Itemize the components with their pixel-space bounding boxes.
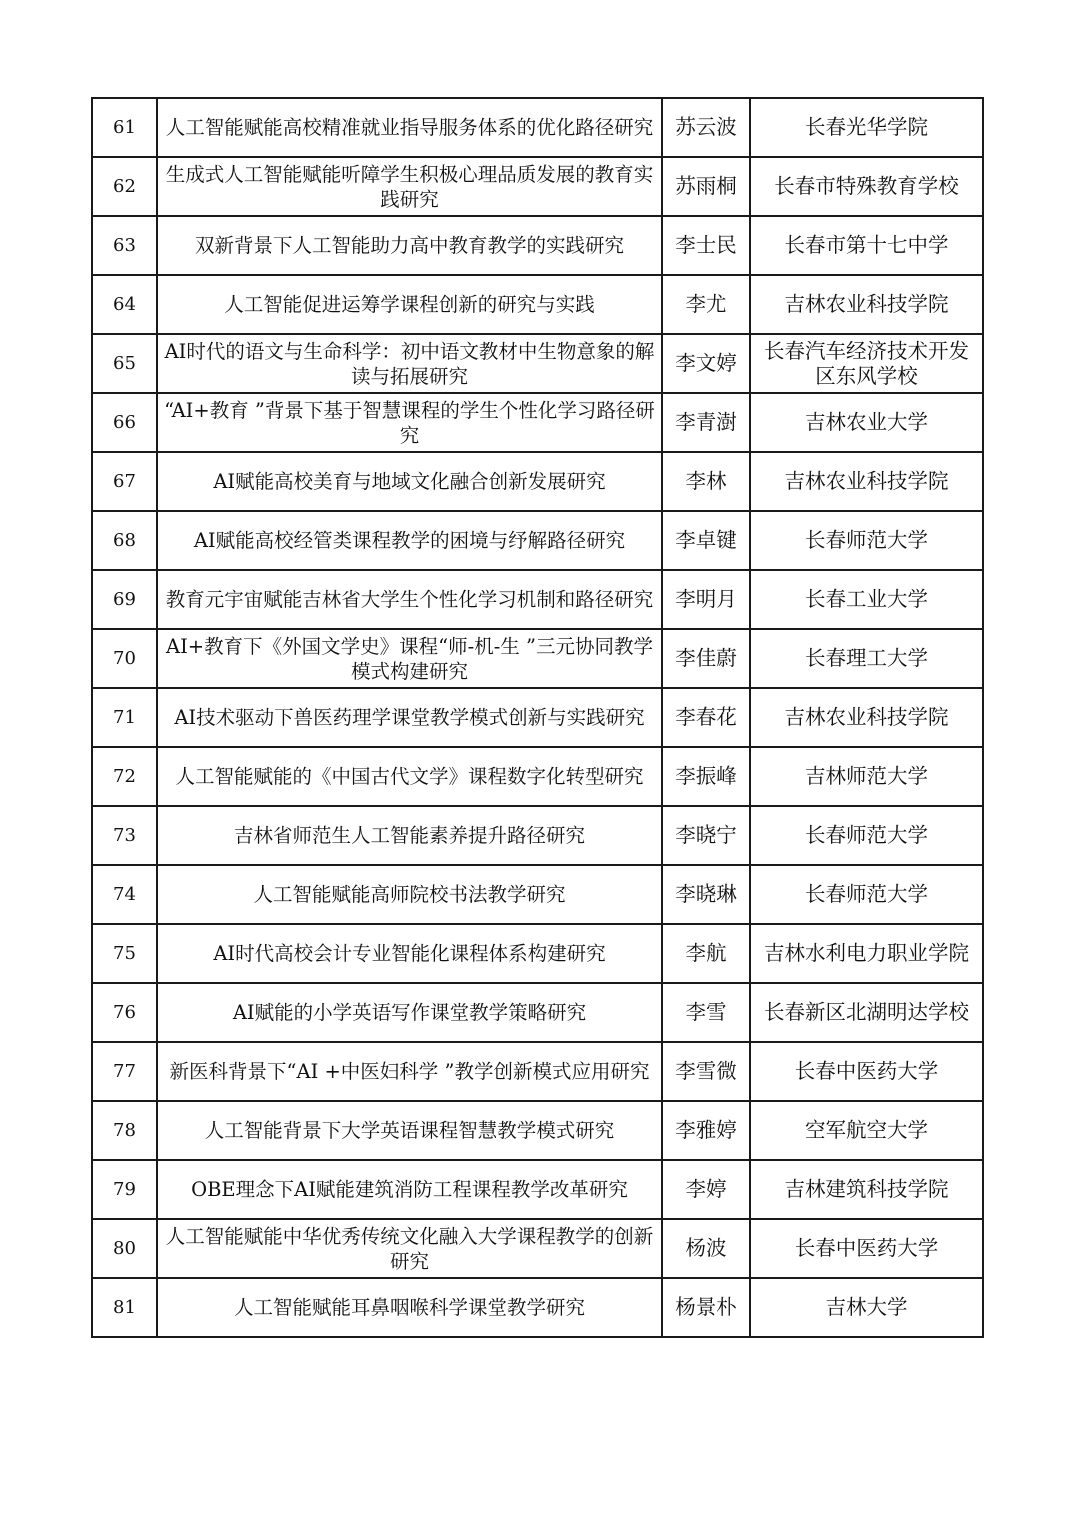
institution: 吉林农业大学 — [750, 393, 983, 452]
table-row — [92, 98, 983, 157]
project-leader: 杨波 — [662, 1219, 750, 1278]
institution: 吉林农业科技学院 — [750, 688, 983, 747]
project-title: AI赋能高校经管类课程教学的困境与纾解路径研究 — [157, 511, 662, 570]
table-row — [92, 1219, 983, 1278]
table-row — [92, 924, 983, 983]
institution: 长春市特殊教育学校 — [750, 157, 983, 216]
project-list-table — [91, 97, 984, 1338]
project-leader: 杨景朴 — [662, 1278, 750, 1337]
institution: 长春中医药大学 — [750, 1219, 983, 1278]
institution: 长春市第十七中学 — [750, 216, 983, 275]
row-number: 80 — [92, 1219, 157, 1278]
institution: 吉林农业科技学院 — [750, 275, 983, 334]
project-title: 人工智能赋能高师院校书法教学研究 — [157, 865, 662, 924]
institution: 吉林水利电力职业学院 — [750, 924, 983, 983]
row-number: 75 — [92, 924, 157, 983]
table-row — [92, 452, 983, 511]
institution: 长春工业大学 — [750, 570, 983, 629]
project-title: AI时代高校会计专业智能化课程体系构建研究 — [157, 924, 662, 983]
project-leader: 李卓键 — [662, 511, 750, 570]
institution: 吉林农业科技学院 — [750, 452, 983, 511]
project-title: 人工智能赋能耳鼻咽喉科学课堂教学研究 — [157, 1278, 662, 1337]
table-row — [92, 747, 983, 806]
project-leader: 李青澍 — [662, 393, 750, 452]
institution: 空军航空大学 — [750, 1101, 983, 1160]
row-number: 70 — [92, 629, 157, 688]
project-leader: 苏云波 — [662, 98, 750, 157]
project-title: AI赋能的小学英语写作课堂教学策略研究 — [157, 983, 662, 1042]
project-title: AI+教育下《外国文学史》课程“师-机-生 ”三元协同教学模式构建研究 — [157, 629, 662, 688]
project-leader: 李林 — [662, 452, 750, 511]
institution: 吉林建筑科技学院 — [750, 1160, 983, 1219]
row-number: 81 — [92, 1278, 157, 1337]
table-row — [92, 157, 983, 216]
project-leader: 李尤 — [662, 275, 750, 334]
project-leader: 李雪微 — [662, 1042, 750, 1101]
project-title: 吉林省师范生人工智能素养提升路径研究 — [157, 806, 662, 865]
project-title: 生成式人工智能赋能听障学生积极心理品质发展的教育实践研究 — [157, 157, 662, 216]
project-leader: 李航 — [662, 924, 750, 983]
project-leader: 李春花 — [662, 688, 750, 747]
institution: 长春中医药大学 — [750, 1042, 983, 1101]
project-title: 人工智能赋能的《中国古代文学》课程数字化转型研究 — [157, 747, 662, 806]
row-number: 79 — [92, 1160, 157, 1219]
project-title: 新医科背景下“AI +中医妇科学 ”教学创新模式应用研究 — [157, 1042, 662, 1101]
table-row — [92, 983, 983, 1042]
row-number: 78 — [92, 1101, 157, 1160]
project-title: 人工智能背景下大学英语课程智慧教学模式研究 — [157, 1101, 662, 1160]
row-number: 73 — [92, 806, 157, 865]
project-title: 人工智能赋能高校精准就业指导服务体系的优化路径研究 — [157, 98, 662, 157]
project-leader: 李振峰 — [662, 747, 750, 806]
institution: 长春汽车经济技术开发区东风学校 — [750, 334, 983, 393]
institution: 吉林大学 — [750, 1278, 983, 1337]
project-title: AI技术驱动下兽医药理学课堂教学模式创新与实践研究 — [157, 688, 662, 747]
institution: 长春理工大学 — [750, 629, 983, 688]
table-row — [92, 275, 983, 334]
project-title: 教育元宇宙赋能吉林省大学生个性化学习机制和路径研究 — [157, 570, 662, 629]
project-title: AI赋能高校美育与地域文化融合创新发展研究 — [157, 452, 662, 511]
table-row — [92, 1042, 983, 1101]
table-row — [92, 688, 983, 747]
project-title: 人工智能促进运筹学课程创新的研究与实践 — [157, 275, 662, 334]
table-row — [92, 865, 983, 924]
table-row — [92, 629, 983, 688]
table-row — [92, 511, 983, 570]
table-row — [92, 393, 983, 452]
project-title: 人工智能赋能中华优秀传统文化融入大学课程教学的创新研究 — [157, 1219, 662, 1278]
row-number: 72 — [92, 747, 157, 806]
table-row — [92, 216, 983, 275]
project-leader: 李雪 — [662, 983, 750, 1042]
table-row — [92, 334, 983, 393]
project-leader: 李雅婷 — [662, 1101, 750, 1160]
institution: 长春新区北湖明达学校 — [750, 983, 983, 1042]
project-title: OBE理念下AI赋能建筑消防工程课程教学改革研究 — [157, 1160, 662, 1219]
row-number: 67 — [92, 452, 157, 511]
row-number: 65 — [92, 334, 157, 393]
table-row — [92, 1101, 983, 1160]
row-number: 62 — [92, 157, 157, 216]
row-number: 74 — [92, 865, 157, 924]
institution: 长春师范大学 — [750, 511, 983, 570]
project-title: AI时代的语文与生命科学：初中语文教材中生物意象的解读与拓展研究 — [157, 334, 662, 393]
row-number: 63 — [92, 216, 157, 275]
table-row — [92, 806, 983, 865]
project-leader: 李文婷 — [662, 334, 750, 393]
row-number: 64 — [92, 275, 157, 334]
row-number: 76 — [92, 983, 157, 1042]
project-leader: 李士民 — [662, 216, 750, 275]
project-title: “AI+教育 ”背景下基于智慧课程的学生个性化学习路径研究 — [157, 393, 662, 452]
project-leader: 李晓琳 — [662, 865, 750, 924]
project-leader: 李明月 — [662, 570, 750, 629]
table-row — [92, 1278, 983, 1337]
project-leader: 李晓宁 — [662, 806, 750, 865]
table-row — [92, 1160, 983, 1219]
table-row — [92, 570, 983, 629]
project-title: 双新背景下人工智能助力高中教育教学的实践研究 — [157, 216, 662, 275]
table-body — [92, 98, 983, 1337]
institution: 长春师范大学 — [750, 806, 983, 865]
row-number: 66 — [92, 393, 157, 452]
row-number: 71 — [92, 688, 157, 747]
project-leader: 李佳蔚 — [662, 629, 750, 688]
project-leader: 李婷 — [662, 1160, 750, 1219]
row-number: 61 — [92, 98, 157, 157]
row-number: 68 — [92, 511, 157, 570]
project-leader: 苏雨桐 — [662, 157, 750, 216]
row-number: 69 — [92, 570, 157, 629]
row-number: 77 — [92, 1042, 157, 1101]
institution: 长春师范大学 — [750, 865, 983, 924]
institution: 长春光华学院 — [750, 98, 983, 157]
institution: 吉林师范大学 — [750, 747, 983, 806]
